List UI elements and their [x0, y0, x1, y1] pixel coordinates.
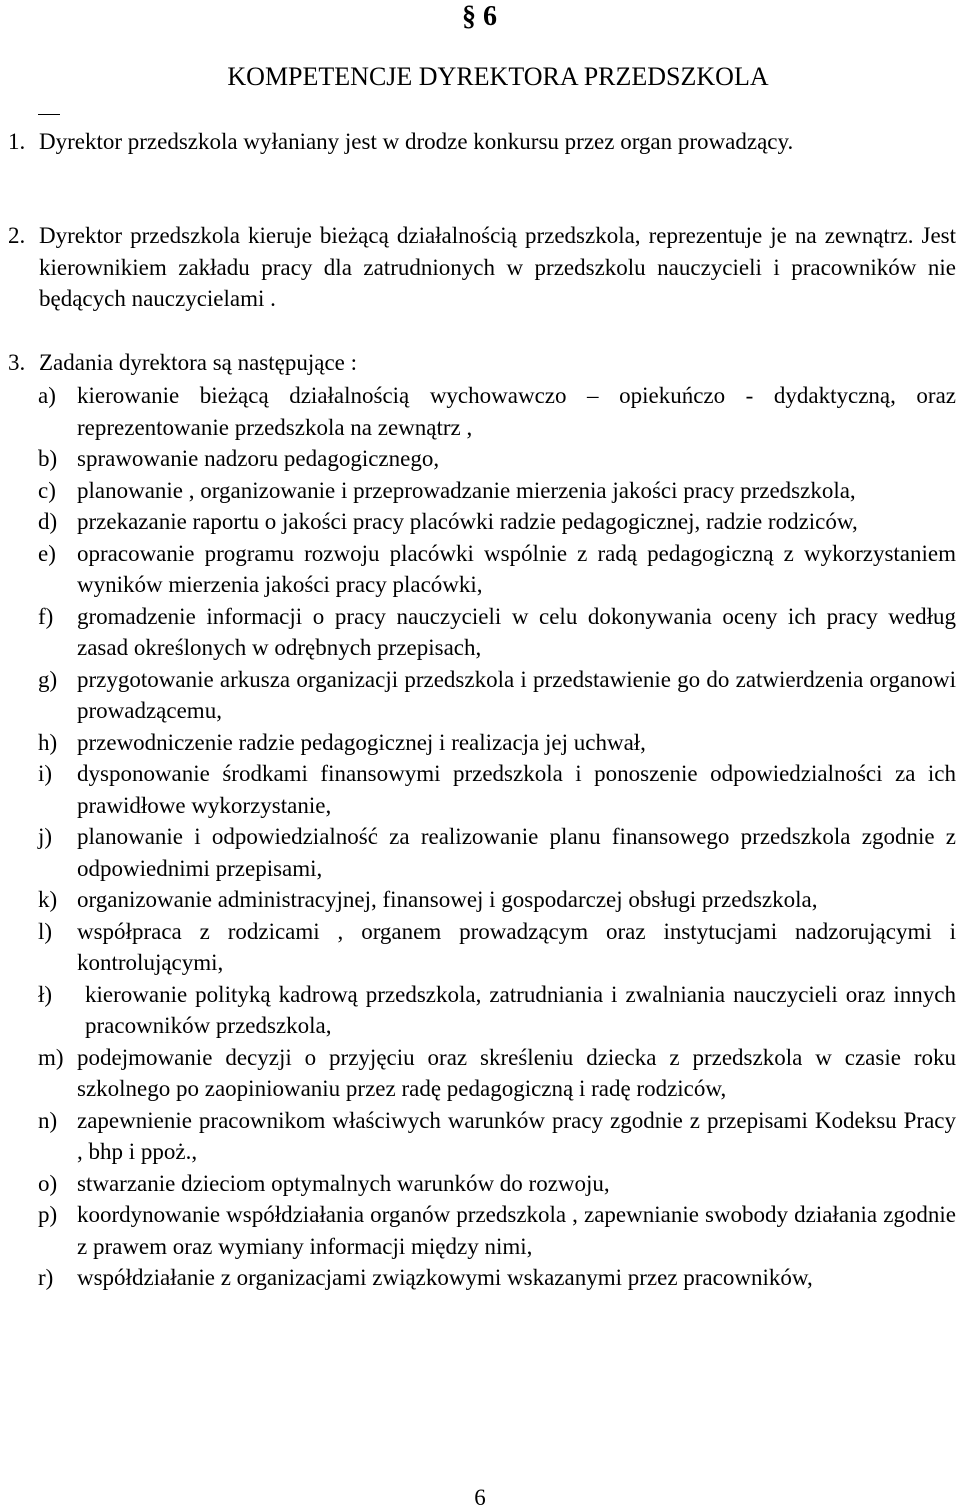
item-letter: o): [38, 1170, 58, 1196]
paragraph-number: 1.: [8, 129, 26, 154]
list-item: [38, 884, 956, 916]
item-letter: m): [38, 1044, 64, 1070]
item-text: planowanie , organizowanie i przeprowadzanie mierzenia jakości pracy przedszkola,: [77, 477, 856, 503]
item-text: przygotowanie arkusza organizacji przedszkola i przedstawienie go do zatwierdzenia organowi prowadzącemu,: [77, 666, 956, 723]
paragraph-2: [8, 220, 956, 315]
list-item: [38, 380, 956, 443]
item-letter: g): [38, 666, 58, 692]
item-text: gromadzenie informacji o pracy nauczycieli w celu dokonywania oceny ich pracy według zasad określonych w odrębnych przepisach,: [77, 603, 956, 660]
list-item: [38, 664, 956, 727]
list-item: [38, 443, 956, 475]
item-text: kierowanie bieżącą działalnością wychowawczo – opiekuńczo - dydaktyczną, oraz reprezentowanie przedszkola na zewnątrz ,: [77, 383, 956, 440]
item-text: współpraca z rodzicami , organem prowadzącym oraz instytucjami nadzorującymi i kontrolującymi,: [77, 918, 956, 975]
item-letter: l): [38, 918, 53, 944]
list-item: [38, 1262, 956, 1294]
paragraph-3: [8, 347, 956, 379]
item-letter: f): [38, 603, 54, 629]
item-text: organizowanie administracyjnej, finansowej i gospodarczej obsługi przedszkola,: [77, 887, 818, 912]
item-text: przewodniczenie radzie pedagogicznej i realizacja jej uchwał,: [77, 729, 646, 755]
list-item: [38, 506, 956, 538]
item-letter: h): [38, 729, 58, 755]
list-item: [38, 916, 956, 979]
list-item: [38, 758, 956, 821]
list-item: [38, 601, 956, 664]
paragraph-text: Dyrektor przedszkola wyłaniany jest w drodze konkursu przez organ prowadzący.: [39, 129, 794, 154]
item-letter: ł): [38, 981, 53, 1007]
item-letter: j): [38, 824, 53, 849]
list-item: [38, 821, 956, 884]
item-text: dysponowanie środkami finansowymi przedszkola i ponoszenie odpowiedzialności za ich prawidłowe wykorzystanie,: [77, 761, 956, 818]
item-text: współdziałanie z organizacjami związkowymi wskazanymi przez pracowników,: [77, 1265, 813, 1290]
item-letter: a): [38, 383, 56, 408]
paragraph-number: 2.: [8, 223, 26, 248]
list-item: [38, 475, 956, 507]
document-title: KOMPETENCJE DYREKTORA PRZEDSZKOLA: [227, 62, 769, 91]
page-number: 6: [474, 1485, 486, 1510]
item-text: koordynowanie współdziałania organów przedszkola , zapewnianie swobody działania zgodnie z prawem oraz wymiany informacji między nimi,: [77, 1202, 956, 1259]
item-text: przekazanie raportu o jakości pracy placówki radzie pedagogicznej, radzie rodziców,: [77, 509, 858, 534]
list-item: [38, 1168, 956, 1200]
item-text: opracowanie programu rozwoju placówki wspólnie z radą pedagogiczną z wykorzystaniem wyników mierzenia jakości pracy placówki,: [77, 540, 956, 597]
section-mark: § 6: [462, 1, 497, 32]
item-letter: d): [38, 509, 58, 534]
item-letter: k): [38, 887, 58, 912]
item-letter: c): [38, 477, 56, 503]
item-letter: n): [38, 1107, 58, 1133]
paragraph-number: 3.: [8, 350, 26, 375]
item-text: stwarzanie dzieciom optymalnych warunków do rozwoju,: [77, 1170, 610, 1196]
item-letter: e): [38, 540, 56, 566]
item-text: zapewnienie pracownikom właściwych warunków pracy zgodnie z przepisami Kodeksu Pracy , bhp i ppoż.,: [77, 1107, 956, 1164]
list-item: [38, 1199, 956, 1262]
list-item: [38, 727, 956, 759]
paragraph-1: [8, 126, 956, 158]
list-item: [38, 538, 956, 601]
item-text: planowanie i odpowiedzialność za realizowanie planu finansowego przedszkola zgodnie z odpowiednimi przepisami,: [77, 824, 956, 881]
item-text: kierowanie polityką kadrową przedszkola, zatrudniania i zwalniania nauczycieli oraz innych pracowników przedszkola,: [85, 981, 956, 1038]
item-letter: r): [38, 1265, 54, 1290]
item-letter: p): [38, 1202, 58, 1227]
item-text: sprawowanie nadzoru pedagogicznego,: [77, 446, 440, 471]
list-item: [38, 1105, 956, 1168]
list-item: [38, 1042, 956, 1105]
paragraph-text: Dyrektor przedszkola kieruje bieżącą działalnością przedszkola, reprezentuje je na zewnątrz. Jest kierownikiem zakładu pracy dla zatrudnionych w przedszkolu nauczycieli i pracowników nie będących nauczycielami .: [39, 223, 956, 311]
item-letter: b): [38, 446, 58, 471]
item-letter: i): [38, 761, 53, 786]
item-text: podejmowanie decyzji o przyjęciu oraz skreśleniu dziecka z przedszkola w czasie roku szkolnego po zaopiniowaniu przez radę pedagogiczną i radę rodziców,: [77, 1044, 956, 1101]
paragraph-text: Zadania dyrektora są następujące :: [39, 350, 358, 375]
short-underline: [38, 114, 60, 115]
list-item: [38, 979, 956, 1042]
duties-list: [38, 380, 956, 1294]
